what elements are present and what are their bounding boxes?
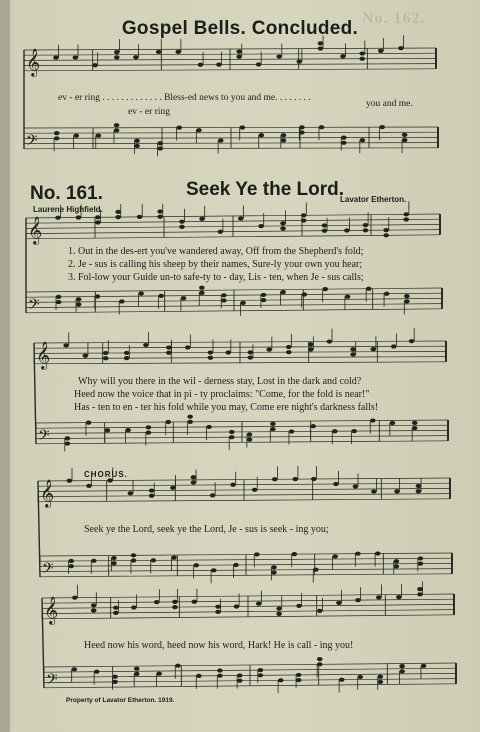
note-head xyxy=(95,215,101,219)
note-head xyxy=(154,600,160,604)
note-head xyxy=(233,563,239,567)
note-head xyxy=(359,51,365,55)
note-head xyxy=(366,287,372,291)
note-head xyxy=(114,55,120,59)
note-head xyxy=(193,563,199,567)
note-head xyxy=(86,484,92,488)
note-head xyxy=(146,425,152,429)
note-head xyxy=(131,558,137,562)
note-head xyxy=(281,138,287,142)
note-head xyxy=(124,351,130,355)
note-head xyxy=(258,668,264,672)
note-head xyxy=(371,489,377,493)
note-head xyxy=(383,228,389,232)
note-head xyxy=(217,674,223,678)
note-head xyxy=(378,680,384,684)
note-head xyxy=(157,146,163,150)
note-head xyxy=(379,125,385,129)
note-head xyxy=(252,488,258,492)
note-head xyxy=(215,605,221,609)
note-head xyxy=(270,422,276,426)
note-head xyxy=(313,567,319,571)
note-head xyxy=(322,223,328,227)
note-head xyxy=(319,125,325,129)
note-head xyxy=(158,294,164,298)
note-head xyxy=(318,41,324,45)
note-head xyxy=(344,228,350,232)
note-head xyxy=(67,479,73,483)
note-head xyxy=(280,290,286,294)
note-head xyxy=(350,352,356,356)
note-head xyxy=(292,552,298,556)
note-head xyxy=(218,138,224,142)
note-head xyxy=(391,344,397,348)
note-head xyxy=(266,348,272,352)
note-head xyxy=(363,228,369,232)
note-head xyxy=(73,55,79,59)
note-head xyxy=(390,421,396,425)
note-head xyxy=(176,126,182,130)
note-head xyxy=(63,343,69,347)
note-head xyxy=(115,210,121,214)
note-head xyxy=(308,342,314,346)
note-head xyxy=(402,138,408,142)
bass-clef-icon: 𝄢 xyxy=(46,670,58,692)
note-head xyxy=(181,296,187,300)
note-head xyxy=(216,63,222,67)
note-head xyxy=(270,427,276,431)
note-head xyxy=(229,435,235,439)
note-head xyxy=(404,299,410,303)
note-head xyxy=(187,415,193,419)
verse-2-line-2: Heed now the voice that in pi - ty proclaims: "Come, for the fold is near!" xyxy=(74,389,370,400)
note-head xyxy=(134,139,140,143)
note-head xyxy=(416,484,422,488)
note-head xyxy=(276,607,282,611)
note-head xyxy=(327,339,333,343)
note-head xyxy=(416,489,422,493)
note-head xyxy=(191,480,197,484)
note-head xyxy=(208,350,214,354)
note-head xyxy=(229,430,235,434)
note-head xyxy=(345,295,351,299)
note-head xyxy=(336,601,342,605)
note-head xyxy=(95,294,101,298)
note-head xyxy=(56,300,62,304)
note-head xyxy=(157,209,163,213)
note-head xyxy=(310,424,316,428)
note-head xyxy=(351,429,357,433)
note-head xyxy=(175,664,181,668)
note-head xyxy=(198,63,204,67)
bass-clef-icon: 𝄢 xyxy=(38,426,50,448)
note-head xyxy=(114,50,120,54)
note-head xyxy=(341,141,347,145)
prev-hymn-lyric-3: you and me. xyxy=(366,99,413,109)
note-head xyxy=(271,565,277,569)
note-head xyxy=(166,351,172,355)
note-head xyxy=(210,493,216,497)
note-head xyxy=(247,432,253,436)
note-head xyxy=(339,678,345,682)
note-head xyxy=(111,556,117,560)
note-head xyxy=(149,494,155,498)
note-head xyxy=(114,123,120,127)
note-head xyxy=(71,667,77,671)
note-head xyxy=(247,438,253,442)
note-head xyxy=(240,301,246,305)
note-head xyxy=(185,345,191,349)
treble-clef-icon: 𝄞 xyxy=(36,340,51,369)
note-head xyxy=(256,62,262,66)
note-head xyxy=(332,429,338,433)
note-head xyxy=(113,606,119,610)
note-head xyxy=(317,657,323,661)
note-head xyxy=(54,136,60,140)
note-head xyxy=(403,212,409,216)
note-head xyxy=(418,562,424,566)
note-head xyxy=(417,592,423,596)
lyricist-credit: Laurene Highfield. xyxy=(33,205,103,214)
note-head xyxy=(302,292,308,296)
note-head xyxy=(240,125,246,129)
note-head xyxy=(208,356,214,360)
verse-1-line-2: Why will you there in the wil - derness stay, Lost in the dark and cold? xyxy=(78,376,362,387)
note-head xyxy=(286,350,292,354)
note-head xyxy=(375,551,381,555)
note-head xyxy=(76,302,82,306)
note-head xyxy=(134,672,140,676)
note-head xyxy=(115,215,121,219)
note-head xyxy=(296,678,302,682)
bass-clef-icon: 𝄢 xyxy=(28,295,40,317)
note-head xyxy=(217,668,223,672)
note-head xyxy=(92,63,98,67)
treble-clef-icon: 𝄞 xyxy=(40,478,55,507)
prev-hymn-lyric-2: ev - er ring xyxy=(128,107,170,117)
note-head xyxy=(280,221,286,225)
note-head xyxy=(296,604,302,608)
note-head xyxy=(86,421,92,425)
note-head xyxy=(322,287,328,291)
treble-clef-icon: 𝄞 xyxy=(28,215,43,244)
note-head xyxy=(91,608,97,612)
note-head xyxy=(191,475,197,479)
note-head xyxy=(333,482,339,486)
note-head xyxy=(237,673,243,677)
note-head xyxy=(403,217,409,221)
note-head xyxy=(76,297,82,301)
note-head xyxy=(171,556,177,560)
note-head xyxy=(196,128,202,132)
note-head xyxy=(179,220,185,224)
note-head xyxy=(259,133,265,137)
verse-3-line-1: 3. Fol-low your Guide un-to safe-ty to - day, Lis - ten, when Je - sus calls; xyxy=(68,272,364,283)
note-head xyxy=(103,356,109,360)
note-head xyxy=(248,355,254,359)
note-head xyxy=(131,605,137,609)
note-head xyxy=(258,673,264,677)
bass-clef-icon: 𝄢 xyxy=(42,559,54,581)
note-head xyxy=(293,477,299,481)
note-head xyxy=(196,674,202,678)
note-head xyxy=(187,420,193,424)
note-head xyxy=(124,356,130,360)
note-head xyxy=(199,286,205,290)
bass-clef-icon: 𝄢 xyxy=(26,131,38,153)
note-head xyxy=(261,298,267,302)
note-head xyxy=(218,230,224,234)
note-head xyxy=(402,133,408,137)
note-head xyxy=(394,559,400,563)
note-head xyxy=(134,667,140,671)
note-head xyxy=(192,600,198,604)
note-head xyxy=(254,552,260,556)
note-head xyxy=(55,216,61,220)
verse-1-line-1: 1. Out in the des-ert you've wandered away, Off from the Shepherd's fold; xyxy=(68,246,364,257)
note-head xyxy=(353,484,359,488)
note-head xyxy=(398,46,404,50)
note-head xyxy=(355,552,361,556)
note-head xyxy=(143,343,149,347)
note-head xyxy=(134,144,140,148)
chorus-line-1: Seek ye the Lord, seek ye the Lord, Je - sus is seek - ing you; xyxy=(84,524,329,535)
note-head xyxy=(340,54,346,58)
note-head xyxy=(151,558,157,562)
note-head xyxy=(357,675,363,679)
note-head xyxy=(384,292,390,296)
note-head xyxy=(113,611,119,615)
note-head xyxy=(308,347,314,351)
note-head xyxy=(296,673,302,677)
note-head xyxy=(95,220,101,224)
note-head xyxy=(138,291,144,295)
note-head xyxy=(378,675,384,679)
note-head xyxy=(258,224,264,228)
note-head xyxy=(417,587,423,591)
note-head xyxy=(237,679,243,683)
hymn-title: Seek Ye the Lord. xyxy=(186,179,345,200)
note-head xyxy=(238,216,244,220)
note-head xyxy=(221,293,227,297)
note-head xyxy=(322,229,328,233)
note-head xyxy=(225,350,231,354)
note-head xyxy=(54,131,60,135)
note-head xyxy=(399,664,405,668)
note-head xyxy=(412,426,418,430)
note-head xyxy=(271,570,277,574)
note-head xyxy=(236,49,242,53)
bleed-through-number: No. 162. xyxy=(362,10,426,27)
note-head xyxy=(199,217,205,221)
note-head xyxy=(211,568,217,572)
note-head xyxy=(131,553,137,557)
note-head xyxy=(76,215,82,219)
note-head xyxy=(261,293,267,297)
note-head xyxy=(170,486,176,490)
note-head xyxy=(105,428,111,432)
note-head xyxy=(53,56,59,60)
note-head xyxy=(376,595,382,599)
note-head xyxy=(94,670,100,674)
treble-clef-icon: 𝄞 xyxy=(26,47,41,76)
note-head xyxy=(112,675,118,679)
note-head xyxy=(311,477,317,481)
note-head xyxy=(166,420,172,424)
page-title: Gospel Bells. Concluded. xyxy=(121,18,359,39)
note-head xyxy=(341,136,347,140)
note-head xyxy=(111,561,117,565)
note-head xyxy=(299,125,305,129)
composer-credit: Lavator Etherton. xyxy=(340,195,407,204)
note-head xyxy=(230,483,236,487)
note-head xyxy=(234,604,240,608)
note-head xyxy=(119,299,125,303)
note-head xyxy=(404,294,410,298)
note-head xyxy=(301,213,307,217)
chorus-label: CHORUS. xyxy=(84,470,128,479)
note-head xyxy=(175,50,181,54)
note-head xyxy=(272,477,278,481)
note-head xyxy=(172,600,178,604)
note-head xyxy=(383,233,389,237)
note-head xyxy=(256,602,262,606)
note-head xyxy=(280,226,286,230)
note-head xyxy=(107,478,113,482)
note-head xyxy=(91,559,97,563)
note-head xyxy=(421,664,427,668)
note-head xyxy=(363,223,369,227)
note-head xyxy=(172,605,178,609)
note-head xyxy=(68,559,74,563)
note-head xyxy=(396,595,402,599)
note-head xyxy=(296,60,302,64)
note-head xyxy=(359,57,365,61)
note-head xyxy=(65,436,71,440)
verse-3-line-2: Has - ten to en - ter his fold while you may, Come ere night's darkness falls! xyxy=(74,402,379,413)
verse-2-line-1: 2. Je - sus is calling his sheep by their names, Sure-ly your own you hear; xyxy=(68,259,363,270)
note-head xyxy=(399,669,405,673)
note-head xyxy=(91,603,97,607)
note-head xyxy=(236,55,242,59)
note-head xyxy=(96,134,102,138)
note-head xyxy=(248,350,254,354)
note-head xyxy=(125,428,131,432)
treble-clef-icon: 𝄞 xyxy=(44,595,59,624)
note-head xyxy=(166,345,172,349)
note-head xyxy=(56,295,62,299)
note-head xyxy=(276,54,282,58)
note-head xyxy=(276,612,282,616)
note-head xyxy=(412,421,418,425)
note-head xyxy=(156,50,162,54)
note-head xyxy=(146,430,152,434)
note-head xyxy=(332,554,338,558)
note-head xyxy=(370,418,376,422)
note-head xyxy=(179,225,185,229)
note-head xyxy=(73,134,79,138)
note-head xyxy=(157,141,163,145)
prev-hymn-lyric-1: ev - er ring . . . . . . . . . . . . . Bless-ed news to you and me. . . . . . . . xyxy=(58,93,311,103)
note-head xyxy=(128,491,134,495)
note-head xyxy=(137,215,143,219)
note-head xyxy=(199,291,205,295)
hymn-number: No. 161. xyxy=(30,183,103,204)
note-head xyxy=(394,564,400,568)
note-head xyxy=(278,678,284,682)
copyright-footer: Property of Lavator Etherton. 1919. xyxy=(66,697,175,704)
note-head xyxy=(68,564,74,568)
note-head xyxy=(350,347,356,351)
note-head xyxy=(378,49,384,53)
note-head xyxy=(157,215,163,219)
note-head xyxy=(65,441,71,445)
note-head xyxy=(103,351,109,355)
note-head xyxy=(281,133,287,137)
note-head xyxy=(149,488,155,492)
note-head xyxy=(215,610,221,614)
note-head xyxy=(72,596,78,600)
chorus-line-2: Heed now his word, heed now his word, Hark! He is call - ing you! xyxy=(84,640,354,651)
note-head xyxy=(360,138,366,142)
note-head xyxy=(133,55,139,59)
note-head xyxy=(156,672,162,676)
note-head xyxy=(418,556,424,560)
note-head xyxy=(206,425,212,429)
note-head xyxy=(112,680,118,684)
note-head xyxy=(370,347,376,351)
note-head xyxy=(286,345,292,349)
note-head xyxy=(394,489,400,493)
note-head xyxy=(301,218,307,222)
note-head xyxy=(409,339,415,343)
note-head xyxy=(289,429,295,433)
note-head xyxy=(221,298,227,302)
note-head xyxy=(299,130,305,134)
note-head xyxy=(317,609,323,613)
note-head xyxy=(355,598,361,602)
note-head xyxy=(114,128,120,132)
note-head xyxy=(318,46,324,50)
note-head xyxy=(317,662,323,666)
note-head xyxy=(83,354,89,358)
